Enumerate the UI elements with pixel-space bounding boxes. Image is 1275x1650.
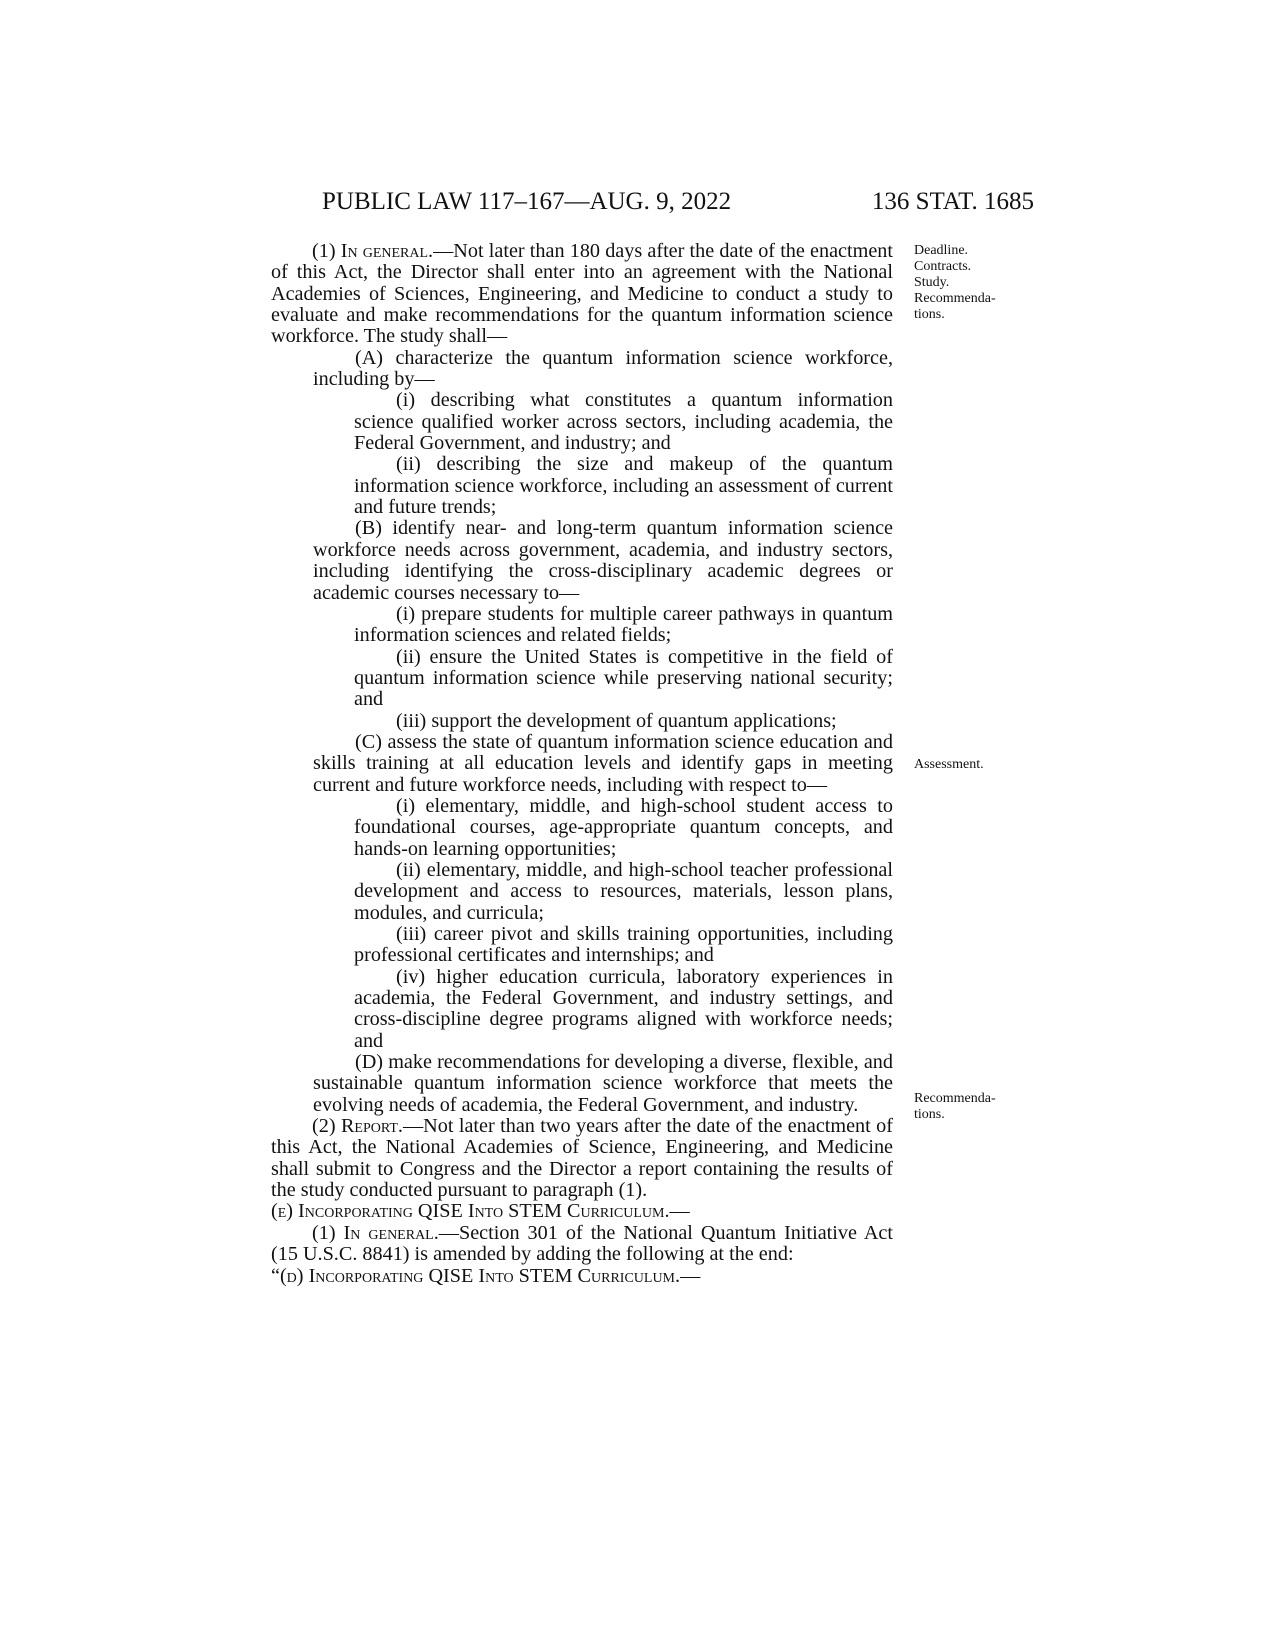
clause-C-iv: (iv) higher education curricula, laboratory experiences in academia, the Federal Government, and industry settings, and cross-discipline degree programs aligned with workforce needs; and bbox=[354, 965, 893, 1052]
running-header bbox=[322, 182, 1034, 222]
margin-note-assessment: Assessment. bbox=[914, 757, 984, 772]
header-public-law: PUBLIC LAW 117–167—AUG. 9, 2022 bbox=[322, 188, 732, 215]
paragraph-e-1-in-general: (1) In general.—Section 301 of the National Quantum Initiative Act (15 U.S.C. 8841) is amended by adding the following at the end: bbox=[271, 1221, 893, 1266]
clause-B-i: (i) prepare students for multiple career pathways in quantum information sciences and related fields; bbox=[354, 602, 893, 647]
paragraph-2-report: (2) Report.—Not later than two years after the date of the enactment of this Act, the National Academies of Science, Engineering, and Medicine shall submit to Congress and the Director a report containing the results of the study conducted pursuant to paragraph (1). bbox=[271, 1115, 893, 1202]
margin-note-recommendations: Recommenda- tions. bbox=[914, 1091, 996, 1122]
clause-A-i: (i) describing what constitutes a quantum information science qualified worker across sectors, including academia, the Federal Government, and industry; and bbox=[354, 389, 893, 455]
clause-B-ii: (ii) ensure the United States is competitive in the field of quantum information science while preserving national security; and bbox=[354, 645, 893, 711]
clause-C-ii: (ii) elementary, middle, and high-school teacher professional development and access to resources, materials, lesson plans, modules, and curricula; bbox=[354, 858, 893, 924]
margin-note-deadline: Deadline. Contracts. Study. Recommenda- tions. bbox=[914, 243, 996, 322]
paragraph-1-in-general: (1) In general.—Not later than 180 days after the date of the enactment of this Act, the Director shall enter into an agreement with the National Academies of Sciences, Engineering, and Medicine to conduct a study to evaluate and make recommendations for the quantum information science workforce. The study shall— bbox=[271, 240, 893, 348]
subsection-d-heading: “(d) Incorporating QISE Into STEM Curriculum.— bbox=[271, 1264, 701, 1287]
clause-C-i: (i) elementary, middle, and high-school student access to foundational courses, age-appropriate quantum concepts, and hands-on learning opportunities; bbox=[354, 794, 893, 860]
subparagraph-A: (A) characterize the quantum information science workforce, including by— bbox=[313, 346, 893, 391]
document-body bbox=[271, 241, 893, 1287]
header-statute-page: 136 STAT. 1685 bbox=[871, 188, 1034, 215]
clause-B-iii: (iii) support the development of quantum applications; bbox=[396, 709, 837, 732]
subparagraph-C: (C) assess the state of quantum information science education and skills training at all education levels and identify gaps in meeting current and future workforce needs, including with respect to— bbox=[313, 730, 893, 796]
subparagraph-D: (D) make recommendations for developing a diverse, flexible, and sustainable quantum information science workforce that meets the evolving needs of academia, the Federal Government, and industry. bbox=[313, 1051, 893, 1116]
clause-A-ii: (ii) describing the size and makeup of the quantum information science workforce, including an assessment of current and future trends; bbox=[354, 453, 893, 519]
subparagraph-B: (B) identify near- and long-term quantum information science workforce needs across government, academia, and industry sectors, including identifying the cross-disciplinary academic degrees or academic courses necessary to— bbox=[313, 517, 893, 604]
clause-C-iii: (iii) career pivot and skills training opportunities, including professional certificates and internships; and bbox=[354, 923, 893, 967]
subsection-e-heading: (e) Incorporating QISE Into STEM Curriculum.— bbox=[271, 1200, 690, 1223]
